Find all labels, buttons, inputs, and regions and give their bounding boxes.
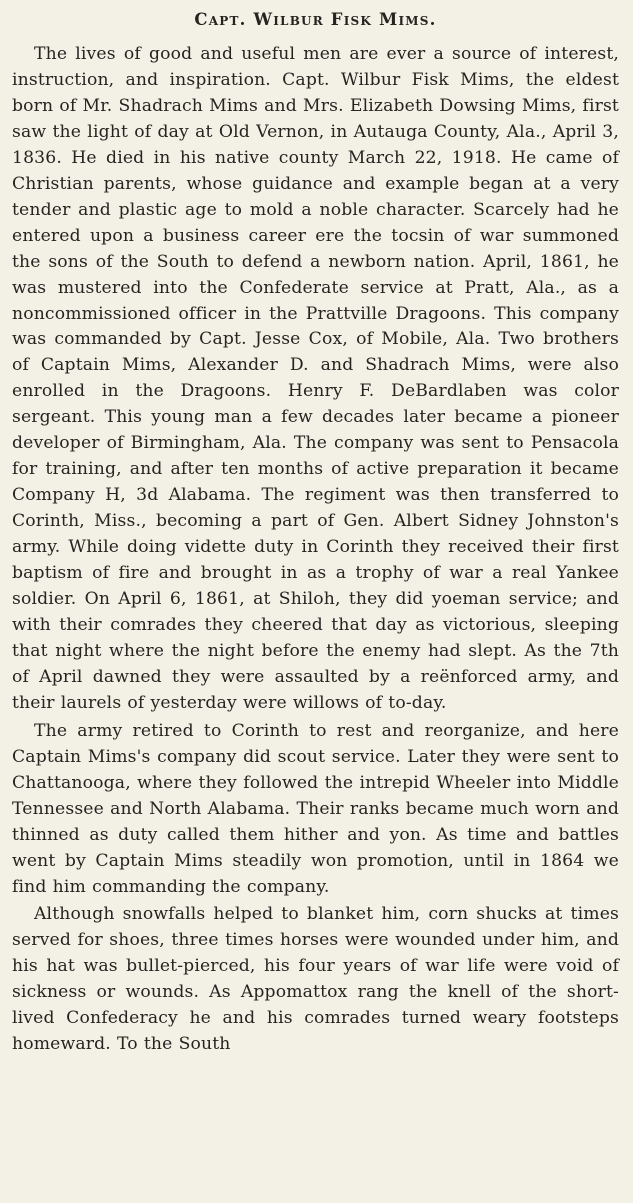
article-title: Capt. Wilbur Fisk Mims. — [194, 10, 437, 29]
article-paragraph-1: The lives of good and useful men are ever a source of interest, instruction, and inspiration. Capt. Wilbur Fisk Mims, the eldest born of Mr. Shadrach Mims and Mrs. Elizabeth Dowsing Mims, first saw the light of day at Old Vernon, in Autauga County, Ala., April 3, 1836. He died in his native county March 22, 1918. He came of Christian parents, whose guidance and example began at a very tender and plastic age to mold a noble character. Scarcely had he entered upon a business career ere the tocsin of war summoned the sons of the South to defend a newborn nation. April, 1861, he was mustered into the Confederate service at Pratt, Ala., as a noncommissioned officer in the Prattville Dragoons. This company was commanded by Capt. Jesse Cox, of Mobile, Ala. Two brothers of Captain Mims, Alexander D. and Shadrach Mims, were also enrolled in the Dragoons. Henry F. DeBardlaben was color sergeant. This young man a few decades later became a pioneer developer of Birmingham, Ala. The company was sent to Pensacola for training, and after ten months of active preparation it became Company H, 3d Alabama. The regiment was then transferred to Corinth, Miss., becoming a part of Gen. Albert Sidney Johnston's army. While doing vidette duty in Corinth they received their first baptism of fire and brought in as a trophy of war a real Yankee soldier. On April 6, 1861, at Shiloh, they did yoeman service; and with their comrades they cheered that day as victorious, sleeping that night where the night before the enemy had slept. As the 7th of April dawned they were assaulted by a reënforced army, and their laurels of yesterday were willows of to-day. — [12, 44, 619, 713]
article-paragraph-2: The army retired to Corinth to rest and reorganize, and here Captain Mims's company did scout service. Later they were sent to Chattanooga, where they followed the intrepid Wheeler into Middle Tennessee and North Alabama. Their ranks became much worn and thinned as duty called them hither and yon. As time and battles went by Captain Mims steadily won promotion, until in 1864 we find him commanding the company. — [12, 720, 619, 897]
article-paragraph-3: Although snowfalls helped to blanket him, corn shucks at times served for shoes, three times horses were wounded under him, and his hat was bullet-pierced, his four years of war life were void of sickness or wounds. As Appomattox rang the knell of the short-lived Confederacy he and his comrades turned weary footsteps homeward. To the South — [12, 904, 619, 1055]
